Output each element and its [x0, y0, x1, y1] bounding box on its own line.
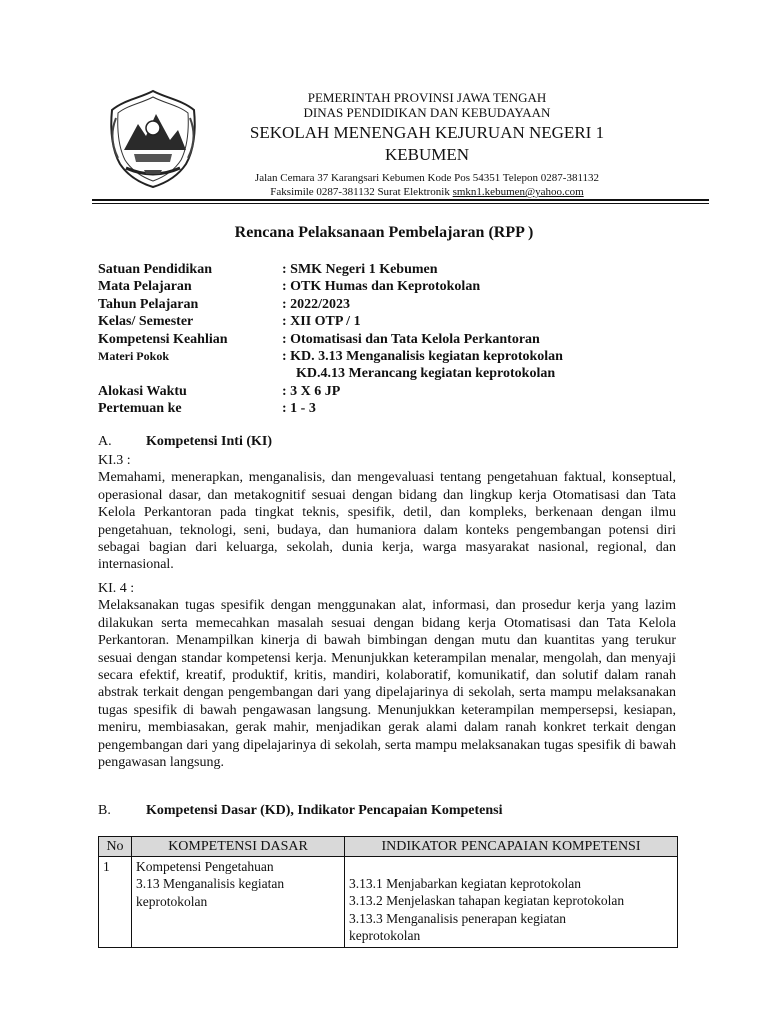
- identity-value: : KD. 3.13 Menganalisis kegiatan keprotokolan: [282, 349, 563, 365]
- letterhead: [222, 90, 632, 199]
- ki3-block: [98, 452, 676, 574]
- identity-row: [98, 383, 563, 400]
- identity-label: Tahun Pelajaran: [98, 296, 199, 312]
- school-city: KEBUMEN: [384, 145, 470, 164]
- school-contact: [222, 185, 632, 199]
- section-letter: B.: [98, 803, 111, 818]
- letterhead-line1: PEMERINTAH PROVINSI JAWA TENGAH: [307, 90, 547, 105]
- identity-value: : Otomatisasi dan Tata Kelola Perkantoran: [282, 331, 540, 347]
- indicator-line: 3.13.3 Menganalisis penerapan kegiatan: [349, 910, 567, 926]
- identity-row: [98, 261, 563, 278]
- document-title: Rencana Pelaksanaan Pembelajaran (RPP ): [234, 224, 534, 241]
- section-title: Kompetensi Dasar (KD), Indikator Pencapaian Kompetensi: [146, 803, 503, 818]
- ki3-label: KI.3 :: [98, 453, 131, 468]
- table-header-row: [99, 837, 678, 857]
- indicator-line: 3.13.1 Menjabarkan kegiatan keprotokolan: [349, 876, 582, 891]
- kd-indicator-table: [98, 836, 678, 948]
- identity-label: Mata Pelajaran: [98, 279, 192, 295]
- identity-label: Alokasi Waktu: [98, 383, 187, 399]
- identity-row: [98, 400, 563, 417]
- header-divider-thin: [92, 203, 709, 204]
- identity-label: Kompetensi Keahlian: [98, 331, 228, 347]
- kd-line: keprotokolan: [136, 893, 208, 909]
- letterhead-line2: DINAS PENDIDIKAN DAN KEBUDAYAAN: [303, 105, 551, 120]
- indicator-line: 3.13.2 Menjelaskan tahapan kegiatan keprotokolan: [349, 893, 625, 909]
- section-letter: A.: [98, 434, 112, 449]
- column-header-no: No: [99, 837, 132, 857]
- column-header-indicator: INDIKATOR PENCAPAIAN KOMPETENSI: [345, 837, 678, 857]
- identity-value: : SMK Negeri 1 Kebumen: [282, 262, 438, 277]
- identity-value: : 2022/2023: [282, 296, 351, 312]
- section-a-heading: [98, 434, 272, 450]
- identity-value-continued: KD.4.13 Merancang kegiatan keprotokolan: [296, 366, 556, 382]
- identity-row: [98, 278, 563, 295]
- header-divider-thick: [92, 199, 709, 201]
- identity-value: : XII OTP / 1: [282, 314, 361, 330]
- kd-line: 3.13 Menganalisis kegiatan: [136, 876, 285, 892]
- table-row: [99, 857, 678, 948]
- regional-emblem-icon: [104, 88, 202, 190]
- identity-label: Satuan Pendidikan: [98, 262, 212, 277]
- cell-kd: [132, 857, 345, 948]
- school-name: SEKOLAH MENENGAH KEJURUAN NEGERI 1: [249, 123, 605, 142]
- identity-row: [98, 331, 563, 348]
- ki4-block: [98, 580, 676, 771]
- ki3-text: Memahami, menerapkan, menganalisis, dan mengevaluasi tentang pengetahuan faktual, konseptual, operasional dasar, dan metakognitif sesuai dengan bidang dan lingkup kerja Otomatisasi dan Tata Kelola Perkantoran pada tingkat teknis, spesifik, detil, dan kompleks, berkenaan dengan ilmu pengetahuan, teknologi, seni, budaya, dan humaniora dalam konteks pengembangan potensi diri sebagai bagian dari keluarga, sekolah, dunia kerja, warga masyarakat nasional, regional, dan internasional.: [98, 470, 676, 573]
- cell-no: 1: [99, 857, 132, 948]
- ki4-label: KI. 4 :: [98, 581, 135, 596]
- section-b-heading: [98, 803, 503, 819]
- fax-text: Faksimile 0287-381132 Surat Elektronik: [270, 186, 453, 198]
- identity-value: : OTK Humas dan Keprotokolan: [282, 279, 481, 295]
- email-link[interactable]: smkn1.kebumen@yahoo.com: [452, 186, 584, 198]
- section-title: Kompetensi Inti (KI): [146, 434, 272, 449]
- ki4-text: Melaksanakan tugas spesifik dengan menggunakan alat, informasi, dan prosedur kerja yang lazim dilakukan serta memecahkan masalah sesuai dengan bidang kerja Otomatisasi dan Tata Kelola Perkantoran. Menampilkan kinerja di bawah bimbingan dengan mutu dan kuantitas yang terukur sesuai dengan standar kompetensi kerja. Menunjukkan keterampilan menalar, mengolah, dan menyaji secara efektif, kreatif, produktif, kritis, mandiri, kolaboratif, komunikatif, dan solutif dalam ranah abstrak terkait dengan pengembangan dari yang dipelajarinya di sekolah, serta mampu melaksanakan tugas spesifik di bawah pengawasan langsung. Menunjukkan keterampilan mempersepsi, kesiapan, meniru, membiasakan, gerak mahir, menjadikan gerak alami dalam ranah konkret terkait dengan pengembangan dari yang dipelajarinya di sekolah, serta mampu melaksanakan tugas spesifik di bawah pengawasan langsung.: [98, 598, 676, 771]
- school-address: Jalan Cemara 37 Karangsari Kebumen Kode Pos 54351 Telepon 0287-381132: [254, 172, 600, 184]
- identity-block: [98, 261, 563, 418]
- identity-label: Kelas/ Semester: [98, 314, 194, 330]
- identity-row: [98, 313, 563, 330]
- kd-line: Kompetensi Pengetahuan: [136, 859, 274, 874]
- column-header-kd: KOMPETENSI DASAR: [132, 837, 345, 857]
- identity-row: [98, 296, 563, 313]
- identity-row: [98, 348, 563, 365]
- identity-label: Pertemuan ke: [98, 401, 182, 417]
- cell-indicator: [345, 857, 678, 948]
- identity-value: : 1 - 3: [282, 401, 316, 417]
- indicator-line: keprotokolan: [349, 928, 421, 944]
- identity-label: Materi Pokok: [98, 349, 169, 364]
- identity-value: : 3 X 6 JP: [282, 383, 341, 399]
